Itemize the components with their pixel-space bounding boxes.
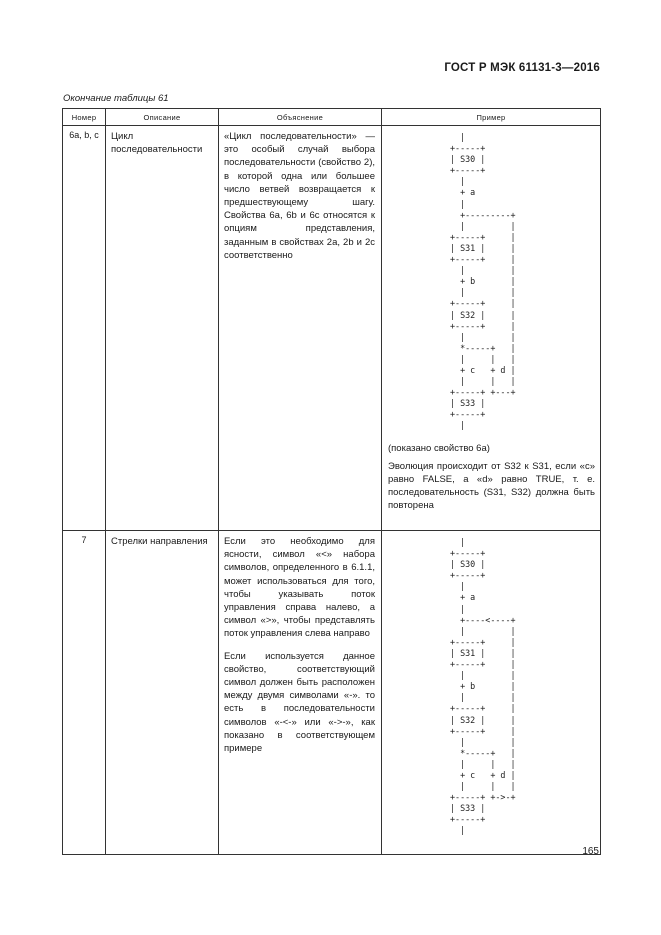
- column-header-number: Номер: [63, 109, 106, 126]
- row-description: Стрелки направления: [106, 531, 219, 855]
- table-row: [63, 531, 601, 855]
- column-header-example: Пример: [382, 109, 601, 126]
- sfc-diagram-sequence-loop: | +-----+ | S30 | +-----+ | + a | +---------+ | | +-----+ | | S31 | | +-----+ | | | + b | | | +-----+ | | S32 | | +-----+ | | | *-----+ | | | | + c + d | | | | +-----+ +---+ | S33 | +-----+ |: [450, 132, 516, 431]
- row-explanation: [219, 126, 382, 531]
- row-description: Цикл последовательности: [106, 126, 219, 531]
- example-explanation: Эволюция происходит от S32 к S31, если «с» равно FALSE, а «d» равно TRUE, т. е. последовательность (S31, S32) должна быть повторена: [388, 460, 595, 512]
- features-table: [62, 108, 601, 855]
- page-number: 165: [582, 846, 599, 857]
- table-header-row: [63, 109, 601, 126]
- explanation-paragraph: «Цикл последовательности» — это особый случай выбора последовательности (свойство 2), в которой одна или большее число ветвей возвращается к предшествующему шагу. Свойства 6а, 6b и 6с относятся к опциям представления, заданным в свойствах 2а, 2b и 2с соответственно: [224, 131, 375, 261]
- table-row: [63, 126, 601, 531]
- row-number: 6а, b, с: [63, 126, 106, 531]
- standard-code: ГОСТ Р МЭК 61131-3—2016: [444, 62, 600, 74]
- row-number: 7: [63, 531, 106, 855]
- explanation-paragraph: Если используется данное свойство, соответствующий символ должен быть расположен между двумя символами «-». то есть в последовательности символов «-<-» или «->-», как показано в соответствующем примере: [224, 650, 375, 755]
- row-example: [382, 126, 601, 531]
- sfc-diagram-direction-arrows: | +-----+ | S30 | +-----+ | + a | +----<----+ | | +-----+ | | S31 | | +-----+ | | | + b | | | +-----+ | | S32 | | +-----+ | | | *-----+ | | | | + c + d | | | | +-----+ +->-+ | S33 | +-----+ |: [450, 537, 516, 836]
- table-caption: Окончание таблицы 61: [63, 93, 169, 104]
- row-example: [382, 531, 601, 855]
- example-note: (показано свойство 6а): [388, 442, 490, 454]
- column-header-description: Описание: [106, 109, 219, 126]
- explanation-paragraph: Если это необходимо для ясности, символ «<» набора символов, определенного в 6.1.1, может использоваться для того, чтобы указывать поток управления справа налево, а символ «>», чтобы представлять поток управления слева направо: [224, 536, 375, 640]
- row-explanation: [219, 531, 382, 855]
- column-header-explanation: Объяснение: [219, 109, 382, 126]
